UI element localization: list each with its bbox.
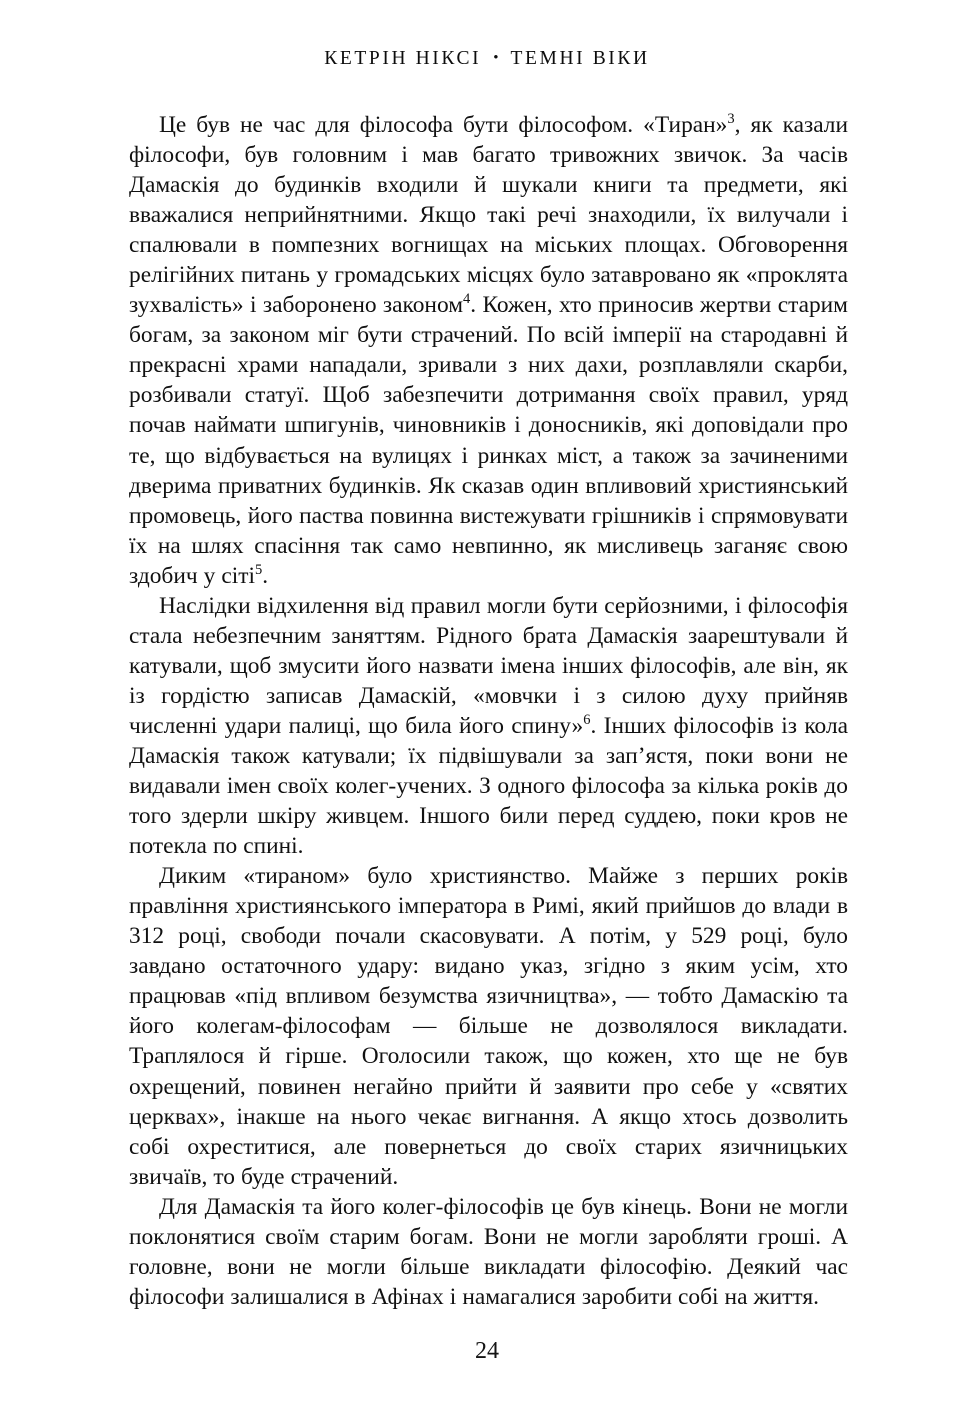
body-text-block <box>129 110 848 1312</box>
running-head-separator-icon: • <box>493 50 499 66</box>
page-number: 24 <box>475 1338 499 1364</box>
running-head-book-title: ТЕМНІ ВІКИ <box>510 48 650 69</box>
footnote-marker[interactable]: 5 <box>255 561 263 578</box>
body-paragraph: Для Дамаскія та його колег-філософів це був кінець. Вони не могли поклонятися своїм старим богам. Вони не могли заробляти гроші. А головне, вони не могли більше викладати філософію. Деякий час філософи залишалися в Афінах і намагалися заробити собі на життя. <box>129 1193 848 1310</box>
footnote-marker[interactable]: 3 <box>727 111 735 128</box>
body-paragraph: Це був не час для філософа бути філософом. «Тиран»$^3$, як казали філософи, був головним і мав багато тривожних звичок. За часів Дамаскія до будинків входили й шукали книги та предмети, які вважалися неприйнятними. Якщо такі речі знаходили, їх вилучали і спалювали в помпезних вогнищах на міських площах. Обговорення релігійних питань у громадських місцях було затавровано як «проклята зухвалість» і заборонено законом$^4$. Кожен, хто приносив жертви старим богам, за законом міг бути страчений. По всій імперії на стародавні й прекрасні храми нападали, зривали з них дахи, розплавляли скарби, розбивали статуї. Щоб забезпечити дотримання своїх правил, уряд почав наймати шпигунів, чиновників і доносників, які доповідали про те, що відбувається на вулицях і ринках міст, а також за зачиненими дверима приватних будинків. Як сказав один впливовий християнський промовець, його паства повинна вистежувати грішників і спрямовувати їх на шлях спасіння так само невпинно, як мисливець заганяє свою здобич у сіті$^5$. <box>129 111 848 589</box>
inline-number: 312 <box>129 923 165 950</box>
running-head-author: КЕТРІН НІКСІ <box>324 48 482 69</box>
running-head <box>0 48 974 70</box>
footnote-marker[interactable]: 4 <box>463 291 471 308</box>
body-paragraph: Наслідки відхилення від правил могли бути серйозними, і філософія стала небезпечним заняттям. Рідного брата Дамаскія заарештували й катували, щоб змусити його назвати імена інших філософів, але він, як із гордістю записав Дамаскій, «мовчки і з силою духу прийняв численні удари палиці, що била його спину»$^6$. Інших філософів із кола Дамаскія також катували; їх підвішували за зап’ястя, поки вони не видавали імен своїх колег-учених. З одного філософа за кілька років до того здерли шкіру живцем. Іншого били перед суддею, поки кров не потекла по спині. <box>129 592 848 860</box>
footnote-marker[interactable]: 6 <box>583 712 591 729</box>
inline-number: 529 <box>691 923 727 950</box>
body-paragraph: Диким «тираном» було християнство. Майже з перших років правління християнського імператора в Римі, який прийшов до влади в 312 році, свободи почали скасовувати. А потім, у 529 році, було завдано остаточного удару: видано указ, згідно з яким усім, хто працював «під впливом безумства язичництва», — тобто Дамаскію та його колегам-філософам — більше не дозволялося викладати. Траплялося й гірше. Оголосили також, що кожен, хто ще не був охрещений, повинен негайно прийти й заявити про себе у «святих церквах», інакше на нього чекає вигнання. А якщо хтось дозволить собі охреститися, але повернеться до своїх старих язичницьких звичаїв, то буде страчений. <box>129 863 848 1190</box>
